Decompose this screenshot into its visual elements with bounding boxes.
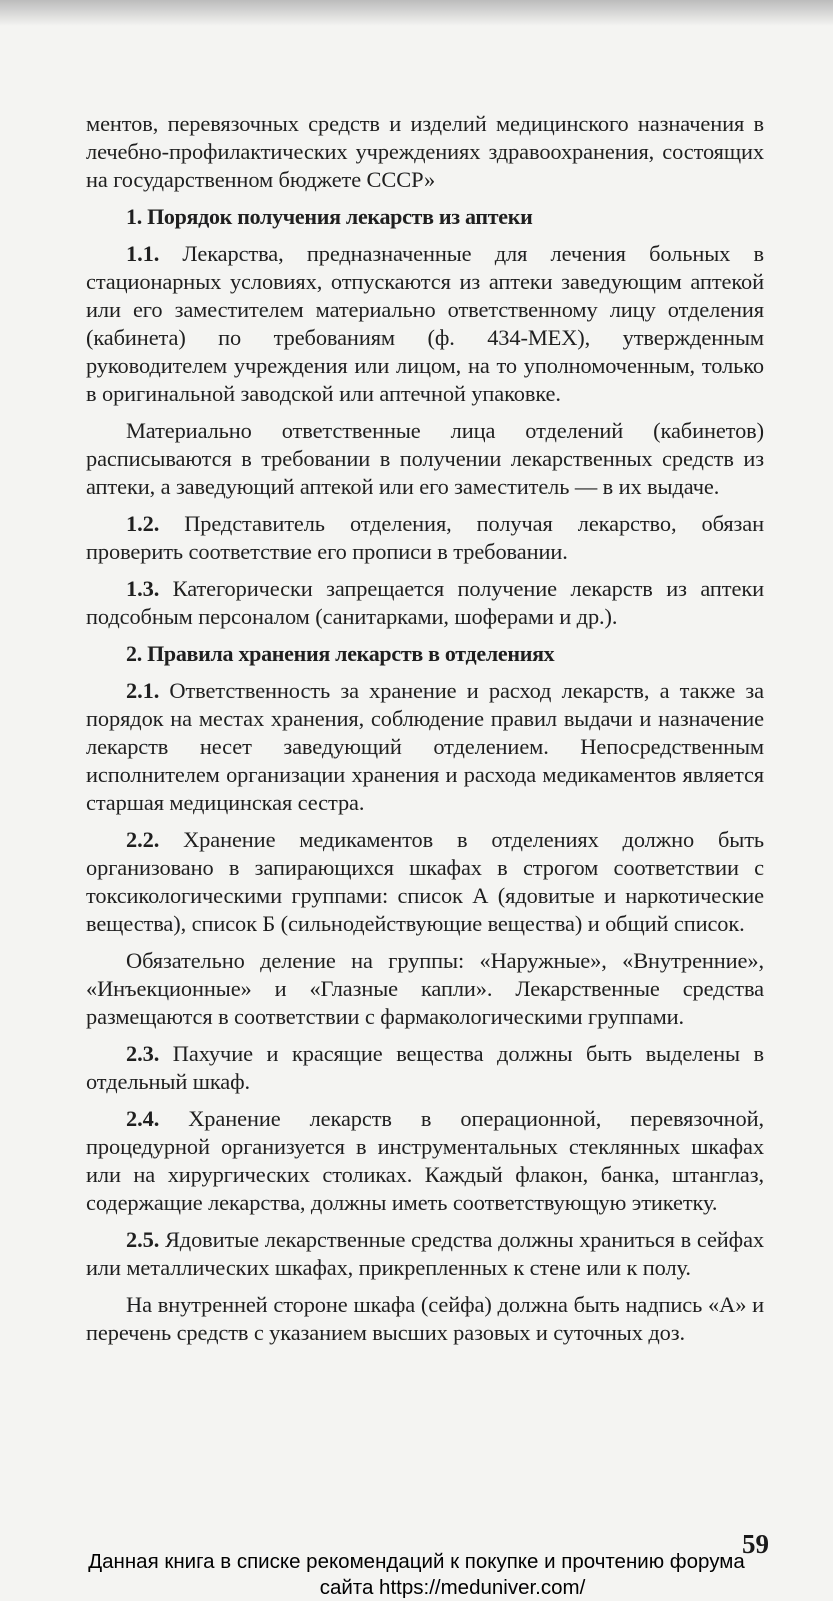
clause-number: 2.3. [126,1041,160,1066]
clause-text: Категорически запрещается получение лекарств из аптеки подсобным персоналом (санитарками, шоферами и др.). [86,576,764,629]
paragraph-1-2 [86,510,764,566]
page-number: 59 [742,1529,769,1559]
paragraph-1-1 [86,240,764,408]
paragraph-2-2 [86,826,764,938]
clause-number: 1.1. [126,241,160,266]
clause-text: Хранение лекарств в операционной, перевязочной, процедурной организуется в инструментальных стеклянных шкафах или на хирургических столиках. Каждый флакон, банка, штанглаз, содержащие лекарства, должны иметь соответствующую этикетку. [86,1106,764,1215]
section-heading-2: 2. Правила хранения лекарств в отделениях [126,641,555,666]
clause-text: Пахучие и красящие вещества должны быть выделены в отдельный шкаф. [86,1041,764,1094]
paragraph-intro: ментов, перевязочных средств и изделий медицинского назначения в лечебно-профилактических учреждениях здравоохранения, состоящих на государственном бюджете СССР» [86,111,764,192]
paragraph-2-4 [86,1105,764,1217]
paragraph-2-5 [86,1226,764,1282]
clause-number: 2.2. [126,827,160,852]
clause-number: 1.3. [126,576,160,601]
paragraph-2-3 [86,1040,764,1096]
paragraph-2-2b: Обязательно деление на группы: «Наружные», «Внутренние», «Инъекционные» и «Глазные капли». Лекарственные средства размещаются в соответствии с фармакологическими группами. [86,948,764,1029]
clause-text: Ответственность за хранение и расход лекарств, а также за порядок на местах хранения, соблюдение правил выдачи и назначение лекарств несет заведующий отделением. Непосредственным исполнителем организации хранения и расхода медикаментов является старшая медицинская сестра. [86,678,764,815]
footer-line-2: сайта https://meduniver.com/ [319,1576,586,1599]
clause-number: 1.2. [126,511,160,536]
clause-text: Представитель отделения, получая лекарство, обязан проверить соответствие его прописи в требовании. [86,511,764,564]
scan-top-shadow [0,0,833,26]
paragraph-1-1b: Материально ответственные лица отделений (кабинетов) расписываются в требовании в получении лекарственных средств из аптеки, а заведующий аптекой или его заместитель — в их выдаче. [86,418,764,499]
footer-line-1: Данная книга в списке рекомендаций к покупке и прочтению форума [88,1550,745,1573]
clause-text: Хранение медикаментов в отделениях должно быть организовано в запирающихся шкафах в строгом соответствии с токсикологическими группами: список А (ядовитые и наркотические вещества), список Б (сильнодействующие вещества) и общий список. [86,827,764,936]
clause-number: 2.5. [126,1227,160,1252]
book-page-text [86,110,764,1347]
clause-number: 2.1. [126,678,160,703]
paragraph-2-5b: На внутренней стороне шкафа (сейфа) должна быть надпись «А» и перечень средств с указанием высших разовых и суточных доз. [86,1292,764,1345]
paragraph-1-3 [86,575,764,631]
paragraph-2-1 [86,677,764,817]
clause-text: Лекарства, предназначенные для лечения больных в стационарных условиях, отпускаются из аптеки заведующим аптекой или его заместителем материально ответственному лицу отделения (кабинета) по требованиям (ф. 434-МЕХ), утвержденным руководителем учреждения или лицом, на то уполномоченным, только в оригинальной заводской или аптечной упаковке. [86,241,764,406]
section-heading-1: 1. Порядок получения лекарств из аптеки [126,204,533,229]
clause-number: 2.4. [126,1106,160,1131]
footer-banner [0,1549,833,1601]
clause-text: Ядовитые лекарственные средства должны храниться в сейфах или металлических шкафах, прикрепленных к стене или к полу. [86,1227,764,1280]
